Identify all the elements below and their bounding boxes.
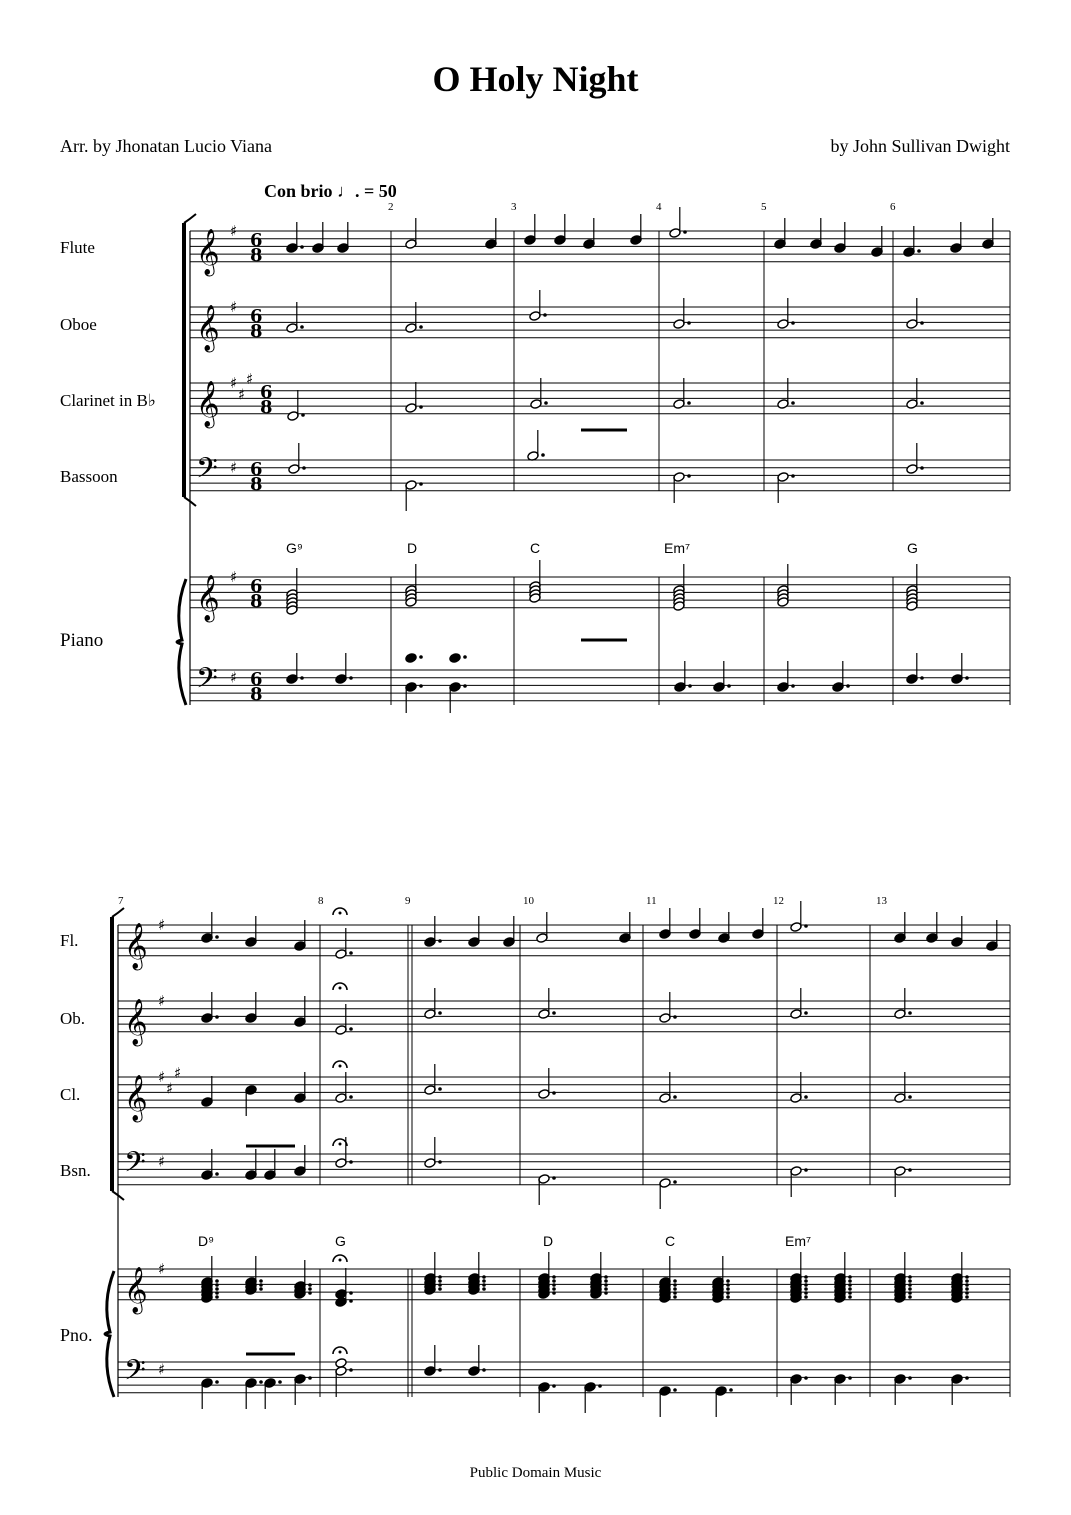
time-signature-numerator: 6 bbox=[250, 669, 263, 690]
augmentation-dot bbox=[215, 1279, 219, 1283]
augmentation-dot bbox=[804, 1283, 808, 1287]
instrument-label-bassoon: Bassoon bbox=[60, 467, 118, 486]
augmentation-dot bbox=[604, 1291, 608, 1295]
piano-brace bbox=[105, 1271, 114, 1397]
augmentation-dot bbox=[804, 1295, 808, 1299]
augmentation-dot bbox=[349, 951, 353, 955]
augmentation-dot bbox=[215, 1283, 219, 1287]
time-signature-denominator: 8 bbox=[250, 321, 263, 342]
score-title: O Holy Night bbox=[432, 59, 639, 99]
augmentation-dot bbox=[908, 1279, 912, 1283]
augmentation-dot bbox=[552, 1283, 556, 1287]
sharp-icon: ♯ bbox=[174, 1064, 182, 1083]
augmentation-dot bbox=[965, 1295, 969, 1299]
augmentation-dot bbox=[482, 1283, 486, 1287]
sharp-icon: ♯ bbox=[230, 668, 238, 687]
treble-clef-icon: 𝄞 bbox=[196, 305, 220, 351]
augmentation-dot bbox=[215, 1287, 219, 1291]
augmentation-dot bbox=[438, 1160, 442, 1164]
augmentation-dot bbox=[917, 249, 921, 253]
treble-clef-icon: 𝄞 bbox=[124, 999, 148, 1045]
augmentation-dot bbox=[308, 1291, 312, 1295]
augmentation-dot bbox=[419, 684, 423, 688]
augmentation-dot bbox=[541, 453, 545, 457]
chord-symbol: C bbox=[665, 1233, 676, 1249]
augmentation-dot bbox=[604, 1283, 608, 1287]
augmentation-dot bbox=[604, 1275, 608, 1279]
sharp-icon: ♯ bbox=[246, 370, 254, 389]
augmentation-dot bbox=[300, 676, 304, 680]
augmentation-dot bbox=[804, 1275, 808, 1279]
sharp-icon: ♯ bbox=[158, 1360, 166, 1379]
fermata-dot bbox=[339, 912, 342, 915]
augmentation-dot bbox=[438, 1283, 442, 1287]
instrument-label-piano-short: Pno. bbox=[60, 1325, 93, 1345]
measure-number: 9 bbox=[405, 895, 411, 907]
instrument-label-flute: Flute bbox=[60, 238, 95, 257]
treble-clef-icon: 𝄞 bbox=[196, 229, 220, 275]
sharp-icon: ♯ bbox=[238, 385, 246, 404]
composer-credit: by John Sullivan Dwight bbox=[830, 136, 1010, 156]
augmentation-dot bbox=[438, 1368, 442, 1372]
augmentation-dot bbox=[552, 1091, 556, 1095]
augmentation-dot bbox=[804, 1011, 808, 1015]
augmentation-dot bbox=[438, 939, 442, 943]
augmentation-dot bbox=[687, 474, 691, 478]
sharp-icon: ♯ bbox=[158, 1068, 166, 1086]
augmentation-dot bbox=[349, 1299, 353, 1303]
augmentation-dot bbox=[482, 1279, 486, 1283]
augmentation-dot bbox=[215, 935, 219, 939]
augmentation-dot bbox=[908, 1291, 912, 1295]
augmentation-dot bbox=[302, 466, 306, 470]
augmentation-dot bbox=[683, 230, 687, 234]
augmentation-dot bbox=[965, 1287, 969, 1291]
bracket-hook bbox=[184, 214, 196, 223]
augmentation-dot bbox=[726, 1283, 730, 1287]
augmentation-dot bbox=[259, 1283, 263, 1287]
augmentation-dot bbox=[438, 1087, 442, 1091]
augmentation-dot bbox=[598, 1384, 602, 1388]
sharp-icon: ♯ bbox=[230, 222, 238, 240]
treble-clef-icon: 𝄞 bbox=[124, 923, 148, 969]
time-signature-denominator: 8 bbox=[250, 684, 263, 705]
augmentation-dot bbox=[965, 1291, 969, 1295]
measure-number: 13 bbox=[876, 895, 887, 907]
augmentation-dot bbox=[673, 1015, 677, 1019]
augmentation-dot bbox=[463, 684, 467, 688]
augmentation-dot bbox=[688, 684, 692, 688]
augmentation-dot bbox=[673, 1283, 677, 1287]
measure-number: 11 bbox=[646, 895, 657, 907]
augmentation-dot bbox=[215, 1295, 219, 1299]
augmentation-dot bbox=[846, 684, 850, 688]
time-signature-denominator: 8 bbox=[250, 591, 263, 612]
augmentation-dot bbox=[349, 1291, 353, 1295]
augmentation-dot bbox=[920, 466, 924, 470]
augmentation-dot bbox=[804, 1168, 808, 1172]
arranger-credit: Arr. by Jhonatan Lucio Viana bbox=[60, 136, 273, 156]
sharp-icon: ♯ bbox=[166, 1079, 174, 1098]
augmentation-dot bbox=[482, 1275, 486, 1279]
note-head bbox=[405, 653, 417, 664]
augmentation-dot bbox=[419, 325, 423, 329]
time-signature-denominator: 8 bbox=[250, 474, 263, 495]
augmentation-dot bbox=[215, 1291, 219, 1295]
tempo-value: = 50 bbox=[364, 181, 397, 201]
bass-clef-icon: 𝄢 bbox=[196, 662, 218, 702]
augmentation-dot bbox=[604, 1279, 608, 1283]
augmentation-dot bbox=[552, 1275, 556, 1279]
augmentation-dot bbox=[463, 655, 467, 659]
augmentation-dot bbox=[920, 676, 924, 680]
fermata-dot bbox=[339, 1351, 342, 1354]
augmentation-dot bbox=[673, 1291, 677, 1295]
augmentation-dot bbox=[552, 1384, 556, 1388]
augmentation-dot bbox=[848, 1376, 852, 1380]
instrument-label-flute-short: Fl. bbox=[60, 931, 79, 950]
augmentation-dot bbox=[908, 1275, 912, 1279]
augmentation-dot bbox=[215, 1380, 219, 1384]
measure-number: 8 bbox=[318, 895, 324, 907]
chord-symbol: G bbox=[335, 1233, 346, 1249]
augmentation-dot bbox=[965, 1275, 969, 1279]
chord-symbol: D⁹ bbox=[198, 1233, 215, 1249]
fermata-dot bbox=[339, 1143, 342, 1146]
sharp-icon: ♯ bbox=[158, 916, 166, 934]
time-signature-numerator: 6 bbox=[260, 382, 273, 403]
bass-clef-icon: 𝄢 bbox=[196, 452, 218, 492]
augmentation-dot bbox=[791, 474, 795, 478]
bass-clef-icon: 𝄢 bbox=[124, 1354, 146, 1394]
augmentation-dot bbox=[729, 1388, 733, 1392]
chord-symbol: C bbox=[530, 540, 541, 556]
augmentation-dot bbox=[419, 655, 423, 659]
augmentation-dot bbox=[965, 1376, 969, 1380]
augmentation-dot bbox=[848, 1287, 852, 1291]
augmentation-dot bbox=[259, 1287, 263, 1291]
augmentation-dot bbox=[419, 482, 423, 486]
augmentation-dot bbox=[259, 1380, 263, 1384]
augmentation-dot bbox=[908, 1168, 912, 1172]
time-signature-numerator: 6 bbox=[250, 230, 263, 251]
augmentation-dot bbox=[687, 401, 691, 405]
augmentation-dot bbox=[804, 1287, 808, 1291]
augmentation-dot bbox=[908, 1011, 912, 1015]
fermata-dot bbox=[339, 1065, 342, 1068]
augmentation-dot bbox=[908, 1376, 912, 1380]
instrument-label-clarinet-short: Cl. bbox=[60, 1085, 81, 1104]
footer-text: Public Domain Music bbox=[469, 1465, 602, 1481]
augmentation-dot bbox=[438, 1279, 442, 1283]
augmentation-dot bbox=[920, 401, 924, 405]
fermata-dot bbox=[339, 987, 342, 990]
augmentation-dot bbox=[804, 1376, 808, 1380]
augmentation-dot bbox=[349, 1095, 353, 1099]
time-signature-denominator: 8 bbox=[260, 397, 273, 418]
bass-clef-icon: 𝄢 bbox=[124, 1146, 146, 1186]
augmentation-dot bbox=[300, 245, 304, 249]
augmentation-dot bbox=[552, 1279, 556, 1283]
dotted-quarter-note-icon: ♩. bbox=[337, 181, 360, 201]
augmentation-dot bbox=[438, 1287, 442, 1291]
augmentation-dot bbox=[349, 1160, 353, 1164]
treble-clef-icon: 𝄞 bbox=[124, 1267, 148, 1313]
augmentation-dot bbox=[791, 684, 795, 688]
augmentation-dot bbox=[482, 1368, 486, 1372]
instrument-label-oboe-short: Ob. bbox=[60, 1009, 86, 1028]
augmentation-dot bbox=[438, 1011, 442, 1015]
sharp-icon: ♯ bbox=[230, 458, 238, 477]
treble-clef-icon: 𝄞 bbox=[196, 381, 220, 427]
augmentation-dot bbox=[804, 1095, 808, 1099]
augmentation-dot bbox=[848, 1295, 852, 1299]
sharp-icon: ♯ bbox=[158, 992, 166, 1010]
measure-number: 12 bbox=[773, 895, 784, 907]
augmentation-dot bbox=[552, 1287, 556, 1291]
augmentation-dot bbox=[552, 1291, 556, 1295]
augmentation-dot bbox=[215, 1015, 219, 1019]
augmentation-dot bbox=[215, 1172, 219, 1176]
augmentation-dot bbox=[848, 1279, 852, 1283]
augmentation-dot bbox=[848, 1283, 852, 1287]
augmentation-dot bbox=[673, 1279, 677, 1283]
augmentation-dot bbox=[908, 1287, 912, 1291]
augmentation-dot bbox=[965, 1279, 969, 1283]
tempo-text: Con brio bbox=[264, 181, 333, 201]
sharp-icon: ♯ bbox=[158, 1260, 166, 1278]
augmentation-dot bbox=[349, 1027, 353, 1031]
treble-clef-icon: 𝄞 bbox=[124, 1075, 148, 1121]
augmentation-dot bbox=[908, 1283, 912, 1287]
time-signature-numerator: 6 bbox=[250, 306, 263, 327]
augmentation-dot bbox=[908, 1095, 912, 1099]
augmentation-dot bbox=[482, 1287, 486, 1291]
augmentation-dot bbox=[908, 1295, 912, 1299]
augmentation-dot bbox=[687, 321, 691, 325]
augmentation-dot bbox=[920, 321, 924, 325]
augmentation-dot bbox=[726, 1291, 730, 1295]
augmentation-dot bbox=[308, 1376, 312, 1380]
instrument-label-bassoon-short: Bsn. bbox=[60, 1161, 91, 1180]
sharp-icon: ♯ bbox=[230, 298, 238, 316]
augmentation-dot bbox=[300, 325, 304, 329]
augmentation-dot bbox=[349, 676, 353, 680]
measure-number: 7 bbox=[118, 895, 124, 907]
measure-number: 2 bbox=[388, 201, 394, 213]
chord-symbol: D bbox=[407, 540, 418, 556]
instrument-label-piano: Piano bbox=[60, 630, 104, 651]
augmentation-dot bbox=[552, 1011, 556, 1015]
chord-symbol: D bbox=[543, 1233, 554, 1249]
augmentation-dot bbox=[848, 1291, 852, 1295]
chord-symbol: Em⁷ bbox=[785, 1233, 812, 1249]
augmentation-dot bbox=[552, 1176, 556, 1180]
augmentation-dot bbox=[673, 1295, 677, 1299]
augmentation-dot bbox=[673, 1287, 677, 1291]
chord-symbol: G⁹ bbox=[286, 540, 303, 556]
augmentation-dot bbox=[278, 1380, 282, 1384]
sharp-icon: ♯ bbox=[158, 1152, 166, 1171]
augmentation-dot bbox=[673, 1095, 677, 1099]
chord-symbol: Em⁷ bbox=[664, 540, 691, 556]
sharp-icon: ♯ bbox=[230, 568, 238, 586]
measure-number: 5 bbox=[761, 201, 767, 213]
augmentation-dot bbox=[673, 1180, 677, 1184]
fermata-dot bbox=[339, 1259, 342, 1262]
augmentation-dot bbox=[804, 924, 808, 928]
augmentation-dot bbox=[791, 321, 795, 325]
measure-number: 6 bbox=[890, 201, 896, 213]
measure-number: 4 bbox=[656, 201, 662, 213]
augmentation-dot bbox=[301, 413, 305, 417]
augmentation-dot bbox=[673, 1388, 677, 1392]
augmentation-dot bbox=[308, 1287, 312, 1291]
sharp-icon: ♯ bbox=[230, 374, 238, 392]
augmentation-dot bbox=[349, 1368, 353, 1372]
instrument-label-clarinet: Clarinet in B♭ bbox=[60, 391, 156, 410]
augmentation-dot bbox=[804, 1291, 808, 1295]
augmentation-dot bbox=[544, 401, 548, 405]
note-head bbox=[449, 653, 461, 664]
augmentation-dot bbox=[965, 1283, 969, 1287]
measure-number: 10 bbox=[523, 895, 534, 907]
chord-symbol: G bbox=[907, 540, 918, 556]
augmentation-dot bbox=[848, 1275, 852, 1279]
treble-clef-icon: 𝄞 bbox=[196, 575, 220, 621]
time-signature-numerator: 6 bbox=[250, 459, 263, 480]
augmentation-dot bbox=[791, 401, 795, 405]
augmentation-dot bbox=[804, 1279, 808, 1283]
augmentation-dot bbox=[965, 676, 969, 680]
augmentation-dot bbox=[308, 1283, 312, 1287]
measure-number: 3 bbox=[511, 201, 517, 213]
bracket-hook bbox=[112, 908, 124, 917]
augmentation-dot bbox=[259, 1279, 263, 1283]
note-head bbox=[335, 1358, 347, 1369]
piano-brace bbox=[177, 579, 186, 705]
augmentation-dot bbox=[419, 405, 423, 409]
time-signature-denominator: 8 bbox=[250, 245, 263, 266]
time-signature-numerator: 6 bbox=[250, 576, 263, 597]
augmentation-dot bbox=[726, 1295, 730, 1299]
instrument-label-oboe: Oboe bbox=[60, 315, 97, 334]
augmentation-dot bbox=[543, 313, 547, 317]
augmentation-dot bbox=[727, 684, 731, 688]
augmentation-dot bbox=[726, 1287, 730, 1291]
augmentation-dot bbox=[604, 1287, 608, 1291]
augmentation-dot bbox=[726, 1279, 730, 1283]
augmentation-dot bbox=[438, 1275, 442, 1279]
